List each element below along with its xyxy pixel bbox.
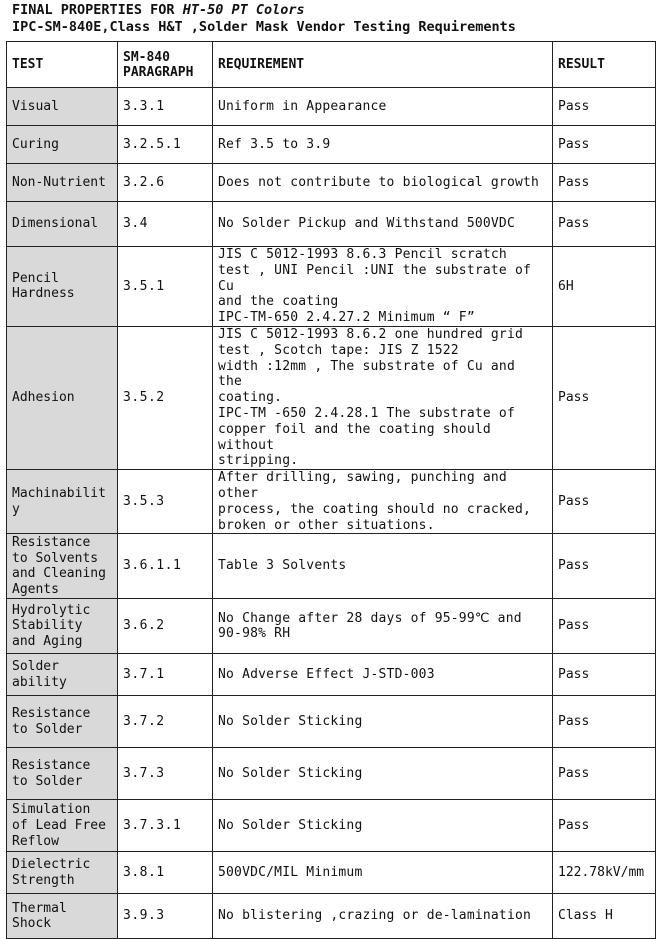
paragraph-cell: 3.3.1 [118, 88, 213, 126]
table-row [7, 599, 656, 654]
table-row [7, 247, 656, 327]
requirement-cell: No Adverse Effect J-STD-003 [213, 654, 553, 696]
document-title [12, 2, 662, 19]
table-row [7, 800, 656, 852]
result-cell: Pass [553, 164, 656, 202]
test-cell: Resistance to Solder [7, 696, 118, 748]
result-cell: Pass [553, 748, 656, 800]
paragraph-cell: 3.5.1 [118, 247, 213, 327]
paragraph-cell: 3.6.1.1 [118, 534, 213, 599]
column-header-result: RESULT [553, 42, 656, 88]
paragraph-cell: 3.4 [118, 202, 213, 247]
requirement-cell: No Change after 28 days of 95-99℃ and 90-98% RH [213, 599, 553, 654]
result-cell: Pass [553, 202, 656, 247]
result-cell: Class H [553, 894, 656, 939]
test-cell: Machinabilit y [7, 470, 118, 534]
result-cell: 122.78kV/mm [553, 852, 656, 894]
column-header-requirement: REQUIREMENT [213, 42, 553, 88]
test-cell: Non-Nutrient [7, 164, 118, 202]
title-prefix: FINAL PROPERTIES FOR [12, 2, 183, 18]
product-name: HT-50 PT Colors [182, 2, 305, 18]
result-cell: 6H [553, 247, 656, 327]
properties-table [6, 41, 656, 939]
document-subtitle: IPC-SM-840E,Class H&T ,Solder Mask Vendor Testing Requirements [12, 19, 516, 35]
test-cell: Pencil Hardness [7, 247, 118, 327]
table-row [7, 164, 656, 202]
requirement-cell: After drilling, sawing, punching and other process, the coating should no cracked, broken or other situations. [213, 470, 553, 534]
result-cell: Pass [553, 696, 656, 748]
table-row [7, 894, 656, 939]
paragraph-cell: 3.7.1 [118, 654, 213, 696]
paragraph-cell: 3.7.3 [118, 748, 213, 800]
paragraph-cell: 3.5.3 [118, 470, 213, 534]
test-cell: Solder ability [7, 654, 118, 696]
result-cell: Pass [553, 800, 656, 852]
requirement-cell: No Solder Sticking [213, 800, 553, 852]
paragraph-cell: 3.5.2 [118, 326, 213, 469]
test-cell: Curing [7, 126, 118, 164]
requirement-cell: No Solder Sticking [213, 748, 553, 800]
requirement-cell: No Solder Pickup and Withstand 500VDC [213, 202, 553, 247]
paragraph-cell: 3.6.2 [118, 599, 213, 654]
requirement-cell: Does not contribute to biological growth [213, 164, 553, 202]
table-row [7, 748, 656, 800]
paragraph-cell: 3.7.3.1 [118, 800, 213, 852]
test-cell: Thermal Shock [7, 894, 118, 939]
paragraph-cell: 3.9.3 [118, 894, 213, 939]
result-cell: Pass [553, 534, 656, 599]
requirement-cell: JIS C 5012-1993 8.6.2 one hundred grid test , Scotch tape: JIS Z 1522 width :12mm , The substrate of Cu and the coating. IPC-TM -650 2.4.28.1 The substrate of copper foil and the coating should without stripping. [213, 326, 553, 469]
result-cell: Pass [553, 470, 656, 534]
test-cell: Resistance to Solvents and Cleaning Agents [7, 534, 118, 599]
table-row [7, 88, 656, 126]
result-cell: Pass [553, 126, 656, 164]
paragraph-cell: 3.8.1 [118, 852, 213, 894]
test-cell: Simulation of Lead Free Reflow [7, 800, 118, 852]
paragraph-cell: 3.2.6 [118, 164, 213, 202]
result-cell: Pass [553, 88, 656, 126]
test-cell: Dimensional [7, 202, 118, 247]
test-cell: Hydrolytic Stability and Aging [7, 599, 118, 654]
table-row [7, 326, 656, 469]
result-cell: Pass [553, 654, 656, 696]
table-row [7, 654, 656, 696]
table-row [7, 852, 656, 894]
test-cell: Dielectric Strength [7, 852, 118, 894]
requirement-cell: Ref 3.5 to 3.9 [213, 126, 553, 164]
test-cell: Visual [7, 88, 118, 126]
column-header-test: TEST [7, 42, 118, 88]
requirement-cell: No blistering ,crazing or de-lamination [213, 894, 553, 939]
table-header-row [7, 42, 656, 88]
requirement-cell: JIS C 5012-1993 8.6.3 Pencil scratch test , UNI Pencil :UNI the substrate of Cu and the coating IPC-TM-650 2.4.27.2 Minimum “ F” [213, 247, 553, 327]
requirement-cell: 500VDC/MIL Minimum [213, 852, 553, 894]
test-cell: Resistance to Solder [7, 748, 118, 800]
table-row [7, 126, 656, 164]
result-cell: Pass [553, 326, 656, 469]
test-cell: Adhesion [7, 326, 118, 469]
paragraph-cell: 3.7.2 [118, 696, 213, 748]
table-row [7, 534, 656, 599]
column-header-paragraph: SM-840 PARAGRAPH [118, 42, 213, 88]
paragraph-cell: 3.2.5.1 [118, 126, 213, 164]
document-header [12, 2, 662, 36]
result-cell: Pass [553, 599, 656, 654]
requirement-cell: Uniform in Appearance [213, 88, 553, 126]
table-row [7, 696, 656, 748]
table-row [7, 202, 656, 247]
requirement-cell: No Solder Sticking [213, 696, 553, 748]
table-row [7, 470, 656, 534]
requirement-cell: Table 3 Solvents [213, 534, 553, 599]
